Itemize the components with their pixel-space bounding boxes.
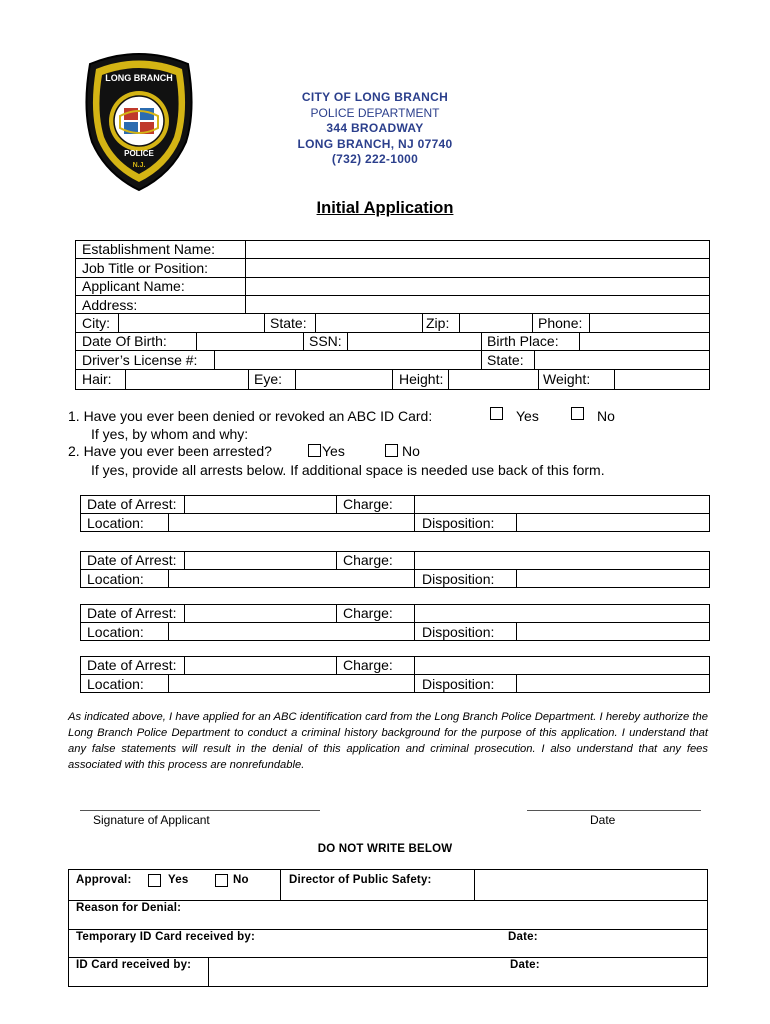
- job-title-label: Job Title or Position:: [82, 260, 209, 276]
- denial-reason-label: Reason for Denial:: [76, 902, 182, 914]
- arrest-disposition-label: Disposition:: [422, 571, 495, 587]
- arrest-date-label: Date of Arrest:: [87, 496, 177, 512]
- applicant-signature-line[interactable]: [80, 810, 320, 811]
- ssn-label: SSN:: [309, 333, 342, 349]
- q1-no-label: No: [597, 408, 615, 424]
- arrest-charge-label: Charge:: [343, 496, 393, 512]
- arrest-disposition-label: Disposition:: [422, 515, 495, 531]
- arrest-disposition-label: Disposition:: [422, 624, 495, 640]
- header-street: 344 BROADWAY: [326, 121, 424, 135]
- zip-label: Zip:: [426, 315, 450, 331]
- q2-no-checkbox[interactable]: [385, 444, 398, 457]
- license-label: Driver’s License #:: [82, 352, 198, 368]
- badge-top-text: LONG BRANCH: [105, 73, 173, 83]
- question-2-followup: If yes, provide all arrests below. If additional space is needed use back of this form.: [91, 462, 605, 478]
- arrest-charge-label: Charge:: [343, 552, 393, 568]
- q2-no-label: No: [402, 443, 420, 459]
- signature-label: Signature of Applicant: [93, 813, 210, 827]
- header-department: POLICE DEPARTMENT: [310, 105, 440, 120]
- approval-yes-label: Yes: [168, 874, 189, 886]
- state-label: State:: [270, 315, 307, 331]
- temp-card-date-label: Date:: [508, 931, 538, 943]
- arrest-date-label: Date of Arrest:: [87, 552, 177, 568]
- phone-label: Phone:: [538, 315, 583, 331]
- page-title: Initial Application: [316, 199, 454, 217]
- establishment-label: Establishment Name:: [82, 241, 216, 257]
- header-city-zip: LONG BRANCH, NJ 07740: [297, 136, 453, 151]
- arrest-charge-label: Charge:: [343, 657, 393, 673]
- address-label: Address:: [82, 297, 138, 313]
- arrest-date-label: Date of Arrest:: [87, 605, 177, 621]
- arrest-disposition-label: Disposition:: [422, 676, 495, 692]
- question-1: 1. Have you ever been denied or revoked an ABC ID Card:: [68, 408, 433, 424]
- temp-card-label: Temporary ID Card received by:: [76, 931, 255, 943]
- question-2: 2. Have you ever been arrested?: [68, 443, 272, 459]
- approval-no-label: No: [233, 874, 249, 886]
- q2-yes-checkbox[interactable]: [308, 444, 321, 457]
- question-1-followup: If yes, by whom and why:: [91, 426, 249, 442]
- applicant-name-label: Applicant Name:: [82, 278, 185, 294]
- arrest-location-label: Location:: [87, 515, 144, 531]
- office-use-heading: DO NOT WRITE BELOW: [317, 843, 453, 855]
- arrest-charge-label: Charge:: [343, 605, 393, 621]
- authorization-statement: As indicated above, I have applied for an ABC identification card from the Long Branch Police Department. I hereby authorize the Long Branch Police Department to conduct a criminal history background for the purpose of this application. I understand that any false statements will result in the denial of this application and criminal prosecution. I also understand that any fees associated with this process are nonrefundable.: [68, 711, 708, 771]
- badge-bottom-text: POLICE: [124, 149, 154, 158]
- approval-yes-checkbox[interactable]: [148, 874, 161, 887]
- date-label: Date: [590, 813, 616, 827]
- birth-place-label: Birth Place:: [487, 333, 559, 349]
- header-city: CITY OF LONG BRANCH: [301, 90, 449, 104]
- hair-label: Hair:: [82, 371, 112, 387]
- city-label: City:: [82, 315, 110, 331]
- id-card-date-label: Date:: [510, 959, 540, 971]
- arrest-location-label: Location:: [87, 571, 144, 587]
- badge-state-text: N.J.: [132, 162, 146, 169]
- date-signature-line[interactable]: [527, 810, 701, 811]
- eye-label: Eye:: [254, 371, 283, 387]
- q1-no-checkbox[interactable]: [571, 407, 584, 420]
- approval-label: Approval:: [76, 874, 132, 886]
- q1-yes-checkbox[interactable]: [490, 407, 503, 420]
- license-state-label: State:: [487, 352, 524, 368]
- q2-yes-label: Yes: [322, 443, 345, 459]
- arrest-location-label: Location:: [87, 624, 144, 640]
- height-label: Height:: [399, 371, 444, 387]
- id-card-label: ID Card received by:: [76, 959, 192, 971]
- department-header: [260, 90, 490, 168]
- approval-no-checkbox[interactable]: [215, 874, 228, 887]
- weight-label: Weight:: [543, 371, 591, 387]
- arrest-date-label: Date of Arrest:: [87, 657, 177, 673]
- director-label: Director of Public Safety:: [289, 874, 432, 886]
- header-phone: (732) 222-1000: [331, 152, 419, 166]
- arrest-location-label: Location:: [87, 676, 144, 692]
- police-badge-logo: [82, 50, 196, 192]
- q1-yes-label: Yes: [516, 408, 539, 424]
- dob-label: Date Of Birth:: [82, 333, 167, 349]
